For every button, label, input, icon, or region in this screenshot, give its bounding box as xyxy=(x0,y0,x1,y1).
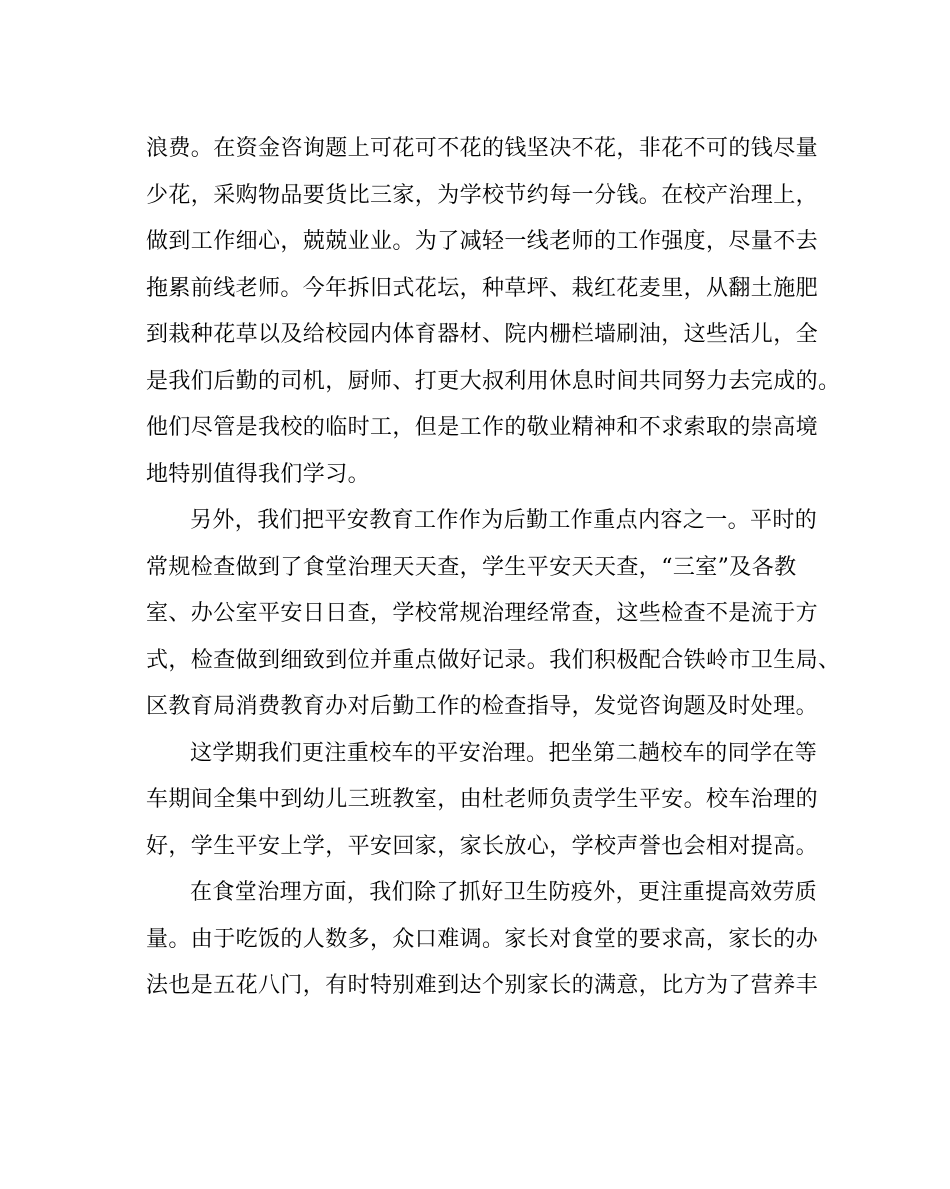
text-line: 地特别值得我们学习。 xyxy=(146,461,371,487)
text-line: 少花，采购物品要货比三家，为学校节约每一分钱。在校产治理上， xyxy=(146,182,819,208)
text-line: 式，检查做到细致到位并重点做好记录。我们积极配合铁岭市卫生局、 xyxy=(146,647,841,673)
text-line: 好，学生平安上学，平安回家，家长放心，学校声誉也会相对提高。 xyxy=(146,833,819,859)
paragraph-start-line: 这学期我们更注重校车的平安治理。把坐第二趟校车的同学在等 xyxy=(190,740,818,766)
text-line: 到栽种花草以及给校园内体育器材、院内栅栏墙刷油，这些活儿，全 xyxy=(146,322,819,347)
text-line: 做到工作细心，兢兢业业。为了减轻一线老师的工作强度，尽量不去 xyxy=(146,229,819,254)
text-line: 常规检查做到了食堂治理天天查，学生平安天天查，“三室”及各教 xyxy=(146,554,797,580)
text-line: 车期间全集中到幼儿三班教室，由杜老师负责学生平安。校车治理的 xyxy=(146,787,819,812)
paragraph-start-line: 在食堂治理方面，我们除了抓好卫生防疫外，更注重提高效劳质 xyxy=(190,880,818,905)
text-line: 量。由于吃饭的人数多，众口难调。家长对食堂的要求高，家长的办 xyxy=(146,926,819,952)
text-line: 区教育局消费教育办对后勤工作的检查指导，发觉咨询题及时处理。 xyxy=(146,694,819,719)
text-line: 是我们后勤的司机，厨师、打更大叔利用休息时间共同努力去完成的。 xyxy=(146,368,841,394)
text-line: 室、办公室平安日日查，学校常规治理经常查，这些检查不是流于方 xyxy=(146,601,819,626)
text-line: 拖累前线老师。今年拆旧式花坛，种草坪、栽红花麦里，从翻土施肥 xyxy=(146,275,819,301)
paragraph-start-line: 另外，我们把平安教育工作作为后勤工作重点内容之一。平时的 xyxy=(190,508,818,533)
text-line: 法也是五花八门，有时特别难到达个别家长的满意，比方为了营养丰 xyxy=(146,973,819,998)
text-line: 浪费。在资金咨询题上可花可不花的钱坚决不花，非花不可的钱尽量 xyxy=(146,136,819,161)
body-text xyxy=(146,126,841,1010)
text-line: 他们尽管是我校的临时工，但是工作的敬业精神和不求索取的崇高境 xyxy=(146,415,819,440)
